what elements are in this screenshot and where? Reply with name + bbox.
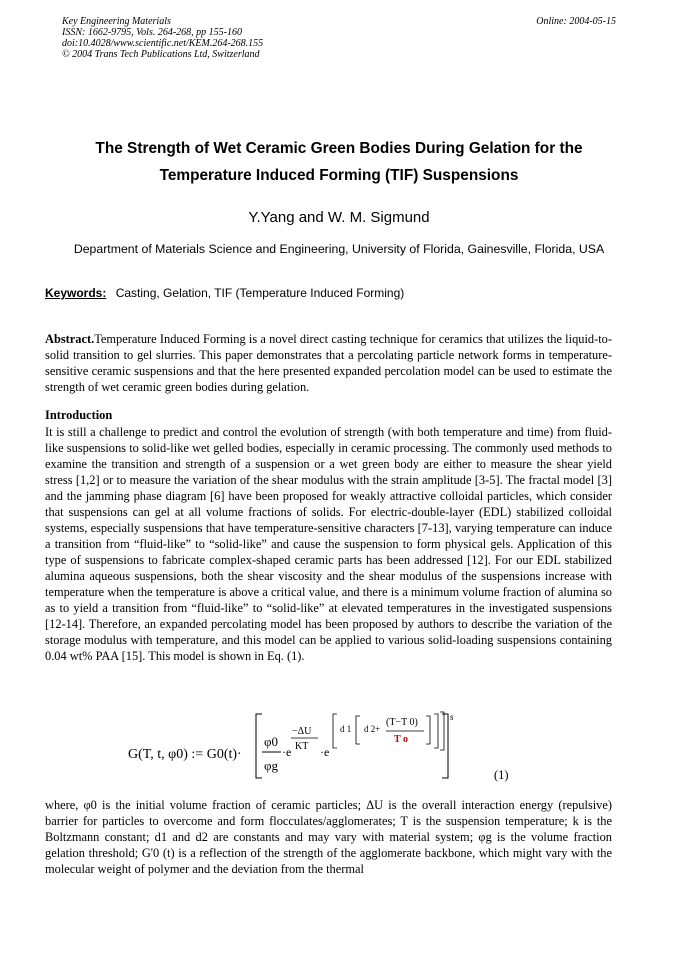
copyright-line: © 2004 Trans Tech Publications Ltd, Switzerland: [62, 49, 260, 60]
paper-title: [40, 135, 638, 189]
eq-lhs: G(T, t, φ0) := G0(t)·: [128, 747, 242, 762]
eq-t0: T o: [394, 734, 408, 745]
eq-tdiff: (T−T 0): [386, 717, 418, 728]
eq-d1: d 1: [340, 724, 352, 734]
keywords-text: Casting, Gelation, TIF (Temperature Induced Forming): [115, 286, 405, 300]
eq-right-bracket: [442, 714, 448, 778]
eq-dot-e: ·e: [282, 745, 292, 759]
eq-left-bracket: [256, 714, 262, 778]
doi-line: doi:10.4028/www.scientific.net/KEM.264-268.155: [62, 38, 264, 49]
title-line-1: The Strength of Wet Ceramic Green Bodies During Gelation for the: [95, 140, 583, 157]
eq-right-bracket-2: [426, 716, 430, 744]
journal-name: Key Engineering Materials: [62, 16, 171, 27]
eq-exp-den: KT: [295, 741, 309, 752]
abstract-paragraph: [45, 331, 612, 395]
keywords-label: Keywords:: [45, 286, 107, 300]
keywords-line: [45, 286, 404, 300]
authors: Y.Yang and W. M. Sigmund: [248, 209, 430, 226]
introduction-heading: Introduction: [45, 408, 113, 422]
issn-line: ISSN: 1662-9795, Vols. 264-268, pp 155-160: [62, 27, 242, 38]
eq-inner-bracket: [333, 714, 337, 748]
where-paragraph: where, φ0 is the initial volume fraction of ceramic particles; ΔU is the overall interaction energy (repulsive) barrier for particles to overcome and form flocculates/agglomerates; T is the suspension temperature; k is the Boltzmann constant; d1 and d2 are constants and may vary with material system; φg is the volume fraction gelation threshold; G'0 (t) is a reflection of the strength of the agglomerate backbone, which might vary with the molecular weight of polymer and the deviation from the thermal: [45, 798, 612, 876]
title-line-2: Temperature Induced Forming (TIF) Suspensions: [159, 167, 519, 184]
eq-d2: d 2+: [364, 724, 381, 734]
equation-graphic: [128, 708, 528, 788]
online-date: Online: 2004-05-15: [536, 16, 616, 27]
introduction-paragraph: It is still a challenge to predict and control the evolution of strength (with both temperature and time) from fluid-like suspensions to solid-like wet gelled bodies, especially in ceramic processing. The commonly used methods to examine the transition and strength of a suspension or a wet green body are either to measure the shear yield stress [1,2] or to measure the variation of the shear modulus with the strain amplitude [3-5]. The fractal model [3] and the jamming phase diagram [6] have been proposed for weakly attractive colloidal particles, which consider that suspensions can gel at all volume fractions of solids. For electric-double-layer (EDL) stabilized colloidal systems, especially suspensions that have temperature-sensitive characters [7-13], varying temperature can induce a transition from “fluid-like” to “solid-like” and cause the suspension to form physical gels. Application of this type of suspensions to fabricate complex-shaped ceramic parts has been addressed [12]. For our EDL stabilized alumina aqueous suspensions, both the shear viscosity and the shear modulus of the suspensions increase with temperature when the temperature is above a critical value, and there is a minimum volume fraction of alumina so as to yield a transition from “fluid-like” to “solid-like” at elevated temperatures in the investigated suspensions [12-14]. Therefore, an expanded percolating model has been proposed by authors to describe the variation of the storage modulus with temperature, and this model can be applied to various solid-loading suspensions containing 0.04 wt% PAA [15]. This model is shown in Eq. (1).: [45, 425, 612, 663]
eq-right-bracket-3: [434, 714, 438, 748]
abstract-label: Abstract.: [45, 332, 95, 346]
eq-exponent-s: s: [450, 712, 454, 722]
affiliation: Department of Materials Science and Engineering, University of Florida, Gainesville, Florida, USA: [73, 242, 605, 256]
eq-dot-e2: ·e: [320, 745, 330, 759]
eq-phi0: φ0: [264, 734, 279, 749]
eq-phig: φg: [264, 758, 279, 773]
abstract-text: Temperature Induced Forming is a novel direct casting technique for ceramics that utilizes the liquid-to-solid transition to gel slurries. This paper demonstrates that a percolating particle network forms in temperature-sensitive ceramic suspensions and that the here presented expanded percolation model can be used to estimate the strength of wet ceramic green bodies during gelation.: [45, 332, 612, 394]
eq-exp-num: −ΔU: [292, 726, 312, 737]
eq-right-bracket-4: [440, 712, 444, 750]
equation-number: (1): [494, 768, 509, 782]
eq-inner-bracket-2: [356, 716, 360, 744]
equation-1: [128, 708, 528, 788]
journal-header: [62, 16, 263, 60]
